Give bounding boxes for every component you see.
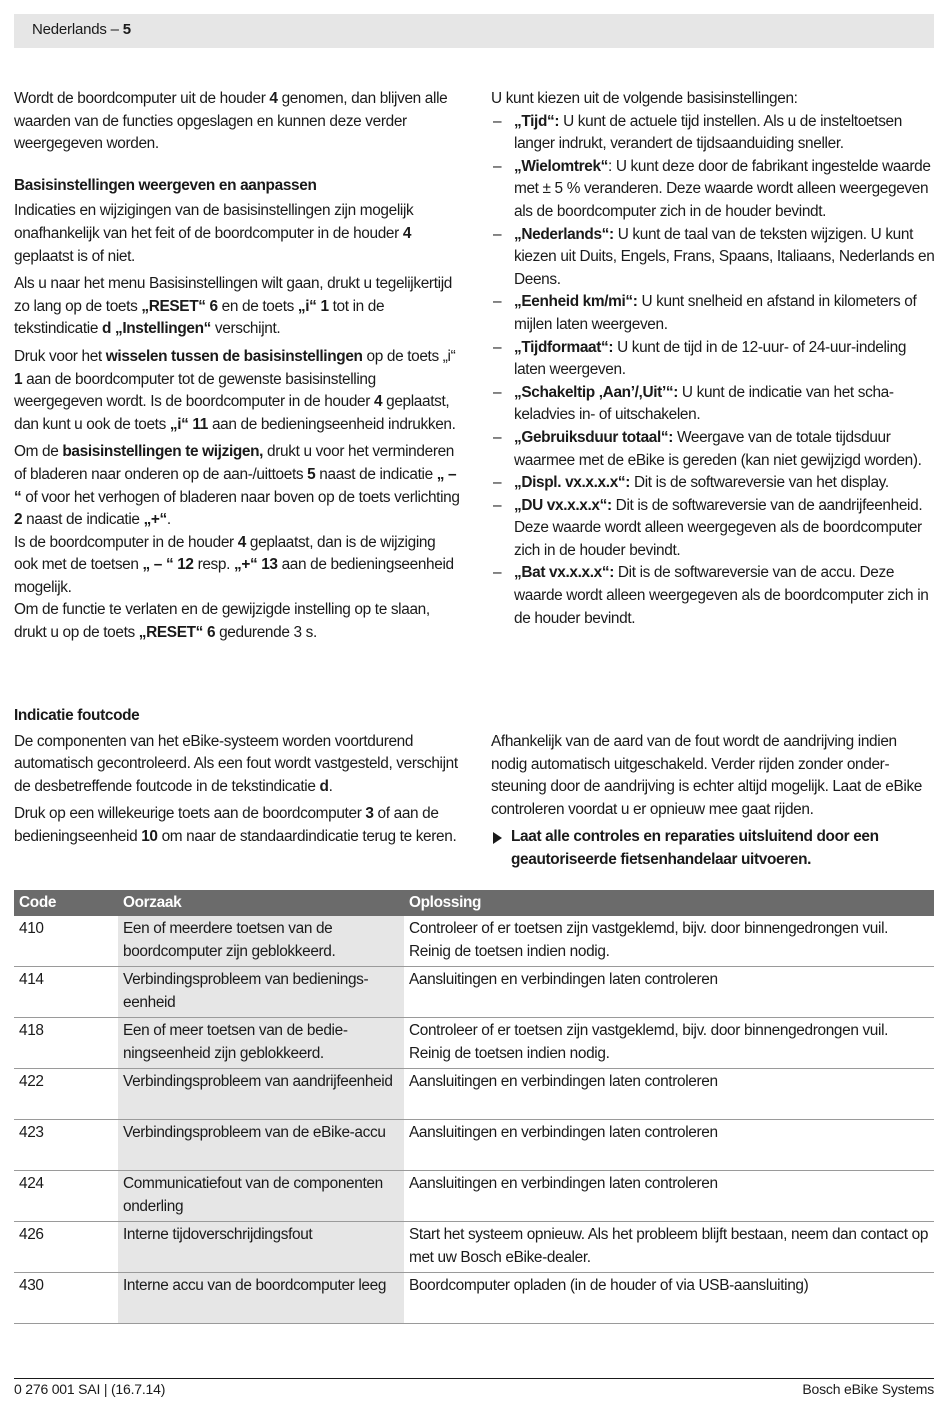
cell-code: 418 [14,1018,118,1069]
heading-basisinstellingen: Basisinstellingen weergeven en aanpassen [14,176,317,194]
cell-cause: Verbindingsprobleem van bedieningseenheid [118,967,404,1018]
table-row [14,1273,934,1324]
warning-note [491,826,935,871]
paragraph-foutcode: De componenten van het eBike-systeem worden voortdurend automatisch gecontroleerd. Als een fout wordt vastgesteld, verschijnt de desbetreffende foutcode in de tekstindicatie d. [14,732,458,795]
settings-intro: U kunt kiezen uit de volgende basisinstellingen: [491,90,798,107]
paragraph-terugkeren: Druk op een willekeurige toets aan de boordcomputer 3 of aan de bedieningseenheid 10 om naar de standaardindicatie terug te keren. [14,805,457,845]
bold-term: „Bat vx.x.x.x“: [514,564,614,582]
bold-term: 2 [14,511,23,529]
footer-brand: Bosch eBike Systems [802,1381,934,1397]
setting-item-tijd: – „Tijd“: U kunt de actuele tijd instellen. Als u de insteltoetsen langer indrukt, verandert de tijdsaanduiding sneller. [491,111,935,156]
cell-cause: Interne tijdoverschrijdingsfout [118,1222,404,1273]
footer-divider [14,1378,934,1379]
bold-term: 3 [365,805,374,823]
setting-item-schakeltip: – „Schakeltip ‚Aan’/‚Uit’“: U kunt de indicatie van het schakeladvies in- of uitschakelen. [491,382,935,427]
cell-code: 422 [14,1069,118,1120]
bold-term: 1 [14,370,23,388]
cell-solution: Aansluitingen en verbindingen laten controleren [404,1069,934,1120]
table-row [14,1120,934,1171]
header-solution: Oplossing [404,890,934,916]
arrow-right-icon [493,832,502,844]
cell-solution: Aansluitingen en verbindingen laten controleren [404,1171,934,1222]
right-column-foutcode [491,731,935,872]
bold-term: 4 [373,393,383,411]
setting-item-bat-versie: – „Bat vx.x.x.x“: Dit is de softwareversie van de accu. Deze waarde wordt alleen weergegeven als de boordcomputer zich in de houder bevindt. [491,562,935,630]
setting-item-taal: – „Nederlands“: U kunt de taal van de teksten wijzigen. U kunt kiezen uit Duits, Engels, Frans, Spaans, Italiaans, Nederlands en Deens. [491,224,935,292]
bold-term: basisinstellingen te wijzigen, [62,443,264,461]
bold-term: „+“ [143,511,167,529]
setting-item-eenheid: – „Eenheid km/mi“: U kunt snelheid en afstand in kilometers of mijlen laten weergeven. [491,291,935,336]
cell-cause: Een of meerdere toetsen van de boordcomputer zijn geblokkeerd. [118,916,404,967]
bold-term: „RESET“ 6 [138,624,216,642]
bold-term: „DU vx.x.x.x“: [514,496,612,514]
table-row [14,1171,934,1222]
header-separator: – [106,21,123,38]
error-code-table [14,890,934,1324]
bold-term: d „Instellingen“ [102,320,211,338]
bold-term: „Tijdformaat“: [514,338,614,356]
cell-solution: Boordcomputer opladen (in de houder of via USB-aansluiting) [404,1273,934,1324]
cell-code: 430 [14,1273,118,1324]
bold-term: 10 [141,827,158,845]
cell-cause: Verbindingsprobleem van aandrijfeenheid [118,1069,404,1120]
paragraph-wijzigen: Om de basisinstellingen te wijzigen, drukt u voor het verminderen of bladeren naar onderen op de aan-/uittoets 5 naast de indicatie „ – “ of voor het verhogen of bladeren naar boven op de toets verlichting 2 naast de indicatie „+“. [14,443,460,529]
bold-term: 5 [307,465,316,483]
bold-term: „ – “ [14,465,457,506]
warning-text: Laat alle controles en reparaties uitsluitend door een geautoriseerde fietsenhandelaar uitvoeren. [511,828,879,868]
bold-term: „Tijd“: [514,112,560,130]
bold-term: 4 [269,90,278,107]
setting-item-displ-versie: – „Displ. vx.x.x.x“: Dit is de softwareversie van het display. [491,472,935,495]
cell-solution: Controleer of er toetsen zijn vastgeklemd, bijv. door binnengedrongen vuil. Reinig de toetsen indien nodig. [404,1018,934,1069]
bold-term: „Schakeltip ‚Aan’/‚Uit’“: [514,383,678,401]
table-row [14,1222,934,1273]
footer-doc-number: 0 276 001 SAI | (16.7.14) [14,1381,166,1397]
header-language: Nederlands [32,21,107,38]
header-cause: Oorzaak [118,890,404,916]
left-column-foutcode [14,705,460,854]
bold-term: d [319,777,329,795]
table-header-row [14,890,934,916]
setting-item-wielomtrek: – „Wielomtrek“: U kunt deze door de fabrikant ingestelde waarde met ± 5 % veranderen. Deze waarde wordt alleen weergegeven als de boordcomputer zich in de houder bevindt. [491,156,935,224]
bold-term: „RESET“ 6 [141,297,218,315]
cell-cause: Interne accu van de boordcomputer leeg [118,1273,404,1324]
setting-item-tijdformaat: – „Tijdformaat“: U kunt de tijd in de 12-uur- of 24-uur-indeling laten weergeven. [491,337,935,382]
intro-paragraph: Wordt de boordcomputer uit de houder 4 genomen, dan blijven alle waarden van de functies opgeslagen en kunnen deze verder weergegeven worden. [14,90,448,153]
page-header [14,14,934,48]
bold-term: „Gebruiksduur totaal“: [514,428,674,446]
paragraph-indicaties: Indicaties en wijzigingen van de basisinstellingen zijn mogelijk onafhankelijk van het feit of de boordcomputer in de houder 4 geplaatst is of niet. [14,202,414,265]
bold-term: „Nederlands“: [514,225,614,243]
cell-cause: Communicatiefout van de componenten onderling [118,1171,404,1222]
settings-list [491,111,935,631]
table-row [14,967,934,1018]
bold-term: „Eenheid km/mi“: [514,293,638,311]
cell-solution: Controleer of er toetsen zijn vastgeklemd, bijv. door binnengedrongen vuil. Reinig de toetsen indien nodig. [404,916,934,967]
left-column-basis [14,88,460,650]
paragraph-opslaan: Om de functie te verlaten en de gewijzigde instelling op te slaan, drukt u op de toets „RESET“ 6 gedurende 3 s. [14,601,430,642]
header-title [32,21,131,38]
cell-code: 426 [14,1222,118,1273]
bold-term: „+“ 13 [233,556,278,574]
cell-code: 424 [14,1171,118,1222]
bold-term: „Displ. vx.x.x.x“: [514,474,631,492]
bold-term: wisselen tussen de basisinstellingen [105,347,363,365]
bold-term: „i“ 1 [297,297,329,315]
cell-code: 410 [14,916,118,967]
cell-solution: Aansluitingen en verbindingen laten controleren [404,967,934,1018]
cell-solution: Aansluitingen en verbindingen laten controleren [404,1120,934,1171]
cell-code: 423 [14,1120,118,1171]
bold-term: „i“ 11 [169,415,209,433]
cell-cause: Een of meer toetsen van de bedieningseenheid zijn geblokkeerd. [118,1018,404,1069]
table-row [14,916,934,967]
cell-cause: Verbindingsprobleem van de eBike-accu [118,1120,404,1171]
bold-term: 4 [402,224,412,242]
cell-solution: Start het systeem opnieuw. Als het probleem blijft bestaan, neem dan contact op met uw Bosch eBike-dealer. [404,1222,934,1273]
table-row [14,1069,934,1120]
paragraph-menu-openen: Als u naar het menu Basisinstellingen wilt gaan, drukt u tegelijkertijd zo lang op de toets „RESET“ 6 en de toets „i“ 1 tot in de tekstindicatie d „Instellingen“ verschijnt. [14,275,452,338]
setting-item-du-versie: – „DU vx.x.x.x“: Dit is de softwareversie van de aandrijfeenheid. Deze waarde wordt alleen weergegeven als de boordcomputer zich in de houder bevindt. [491,495,935,563]
page-number: 5 [122,21,131,38]
heading-indicatie-foutcode: Indicatie foutcode [14,707,140,724]
setting-item-gebruiksduur: – „Gebruiksduur totaal“: Weergave van de totale tijdsduur waarmee met de eBike is gereden (kan niet gewijzigd worden). [491,427,935,472]
table-row [14,1018,934,1069]
bold-term: 4 [237,533,246,551]
bold-term: „Wielomtrek“ [514,157,609,175]
paragraph-aandrijving: Afhankelijk van de aard van de fout wordt de aandrijving indien nodig automatisch uitgeschakeld. Verder rijden zonder ondersteuning door de aandrijving is echter altijd mogelijk. Laat de eBike controleren voordat u er opnieuw mee gaat rijden. [491,733,923,818]
paragraph-wisselen: Druk voor het wisselen tussen de basisinstellingen op de toets „i“ 1 aan de boordcomputer tot de gewenste basisinstelling weergegeven wordt. Is de boordcomputer in de houder 4 geplaatst, dan kunt u ook de toets „i“ 11 aan de bedieningseenheid indrukken. [14,347,456,433]
header-code: Code [14,890,118,916]
cell-code: 414 [14,967,118,1018]
right-column-settings [491,88,935,630]
bold-term: „ – “ 12 [142,556,194,574]
paragraph-houder: Is de boordcomputer in de houder 4 geplaatst, dan is de wijziging ook met de toetsen „ – “ 12 resp. „+“ 13 aan de bedieningseenheid mogelijk. [14,533,454,596]
